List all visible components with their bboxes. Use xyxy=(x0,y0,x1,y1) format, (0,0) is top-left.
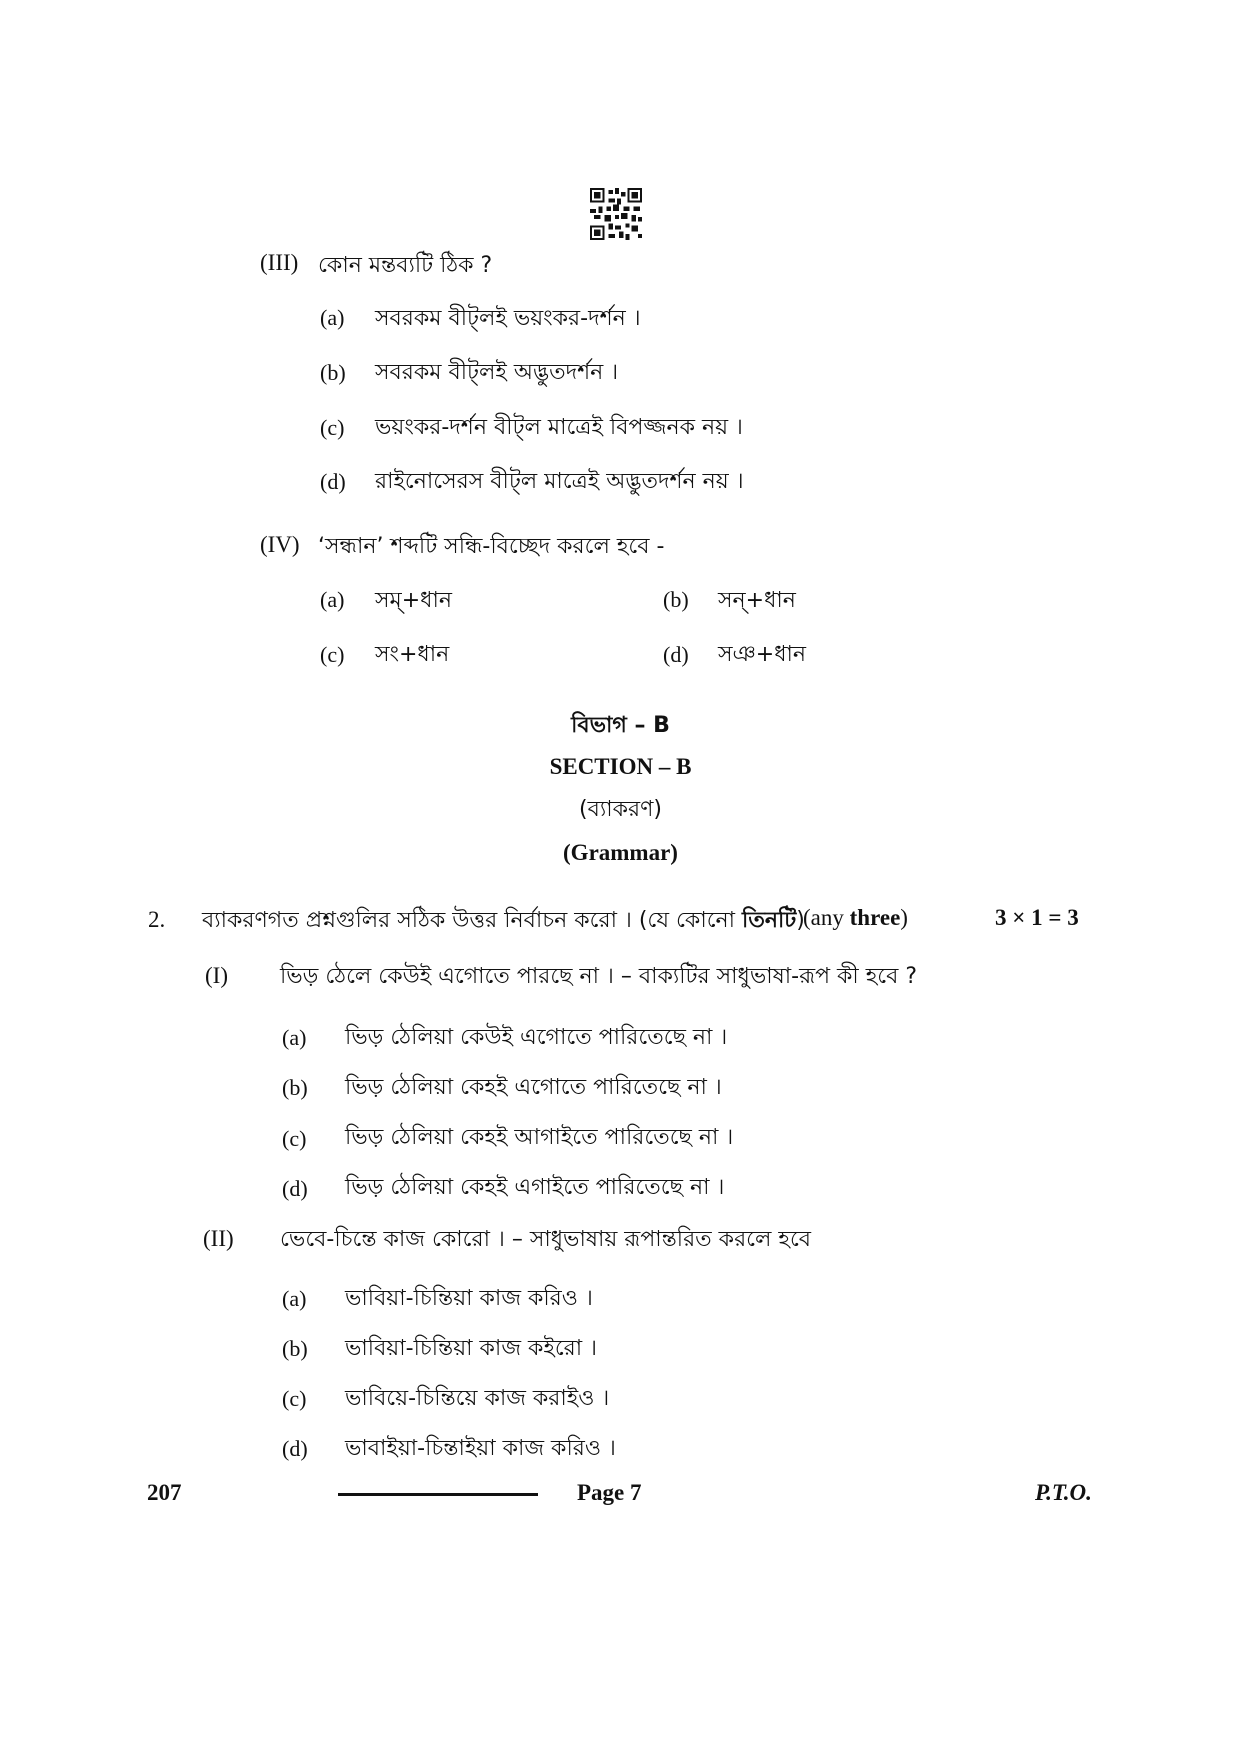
option-label: (b) xyxy=(320,360,346,385)
any-text: (any xyxy=(803,905,850,930)
option-label: (d) xyxy=(320,469,346,494)
instruction-text: ব্যাকরণগত প্রশ্নগুলির সঠিক উত্তর নির্বাচন করো । (যে কোনো xyxy=(202,908,743,933)
option-label: (a) xyxy=(282,1025,307,1050)
sub-question-i-label: (I) xyxy=(205,963,228,988)
option-text: সবরকম বীট্‌লই ভয়ংকর-দর্শন । xyxy=(375,306,641,331)
any-bold: three xyxy=(849,905,901,930)
option-text: সঞ+ধান xyxy=(718,642,807,667)
marks: 3 × 1 = 3 xyxy=(995,905,1079,930)
any-close: ) xyxy=(900,905,908,930)
option-label: (c) xyxy=(320,415,345,440)
option-label: (d) xyxy=(282,1176,308,1201)
question-iii-text: কোন মন্তব্যটি ঠিক ? xyxy=(318,253,493,278)
sub-question-ii-label: (II) xyxy=(203,1226,234,1251)
option-text: সবরকম বীট্‌লই অদ্ভুতদর্শন । xyxy=(375,360,619,385)
option-text: ভিড় ঠেলিয়া কেহই আগাইতে পারিতেছে না । xyxy=(345,1125,734,1150)
option-text: ভাবিয়া-চিন্তিয়া কাজ করিও । xyxy=(345,1286,593,1311)
any-three-note xyxy=(803,905,908,931)
instruction-bold: তিনটি xyxy=(742,908,797,933)
option-label: (a) xyxy=(282,1286,307,1311)
section-title-bengali: বিভাগ – B xyxy=(571,713,670,738)
option-label: (d) xyxy=(663,642,689,667)
option-label: (c) xyxy=(282,1126,307,1151)
pto-label: P.T.O. xyxy=(1035,1480,1092,1505)
option-text: সং+ধান xyxy=(375,642,450,667)
option-label: (d) xyxy=(282,1436,308,1461)
paper-code: 207 xyxy=(147,1480,182,1505)
question-number: 2. xyxy=(148,907,166,932)
option-text: ভিড় ঠেলিয়া কেউই এগোতে পারিতেছে না । xyxy=(345,1025,728,1050)
option-label: (a) xyxy=(320,305,345,330)
option-label: (c) xyxy=(320,642,345,667)
option-label: (b) xyxy=(282,1336,308,1361)
option-text: সম্‌+ধান xyxy=(375,588,453,613)
option-text: ভাবিয়ে-চিন্তিয়ে কাজ করাইও । xyxy=(345,1386,610,1411)
section-subtitle-bengali: (ব্যাকরণ) xyxy=(579,797,662,822)
option-text: ভাবাইয়া-চিন্তাইয়া কাজ করিও । xyxy=(345,1436,616,1461)
option-text: রাইনোসেরস বীট্‌ল মাত্রেই অদ্ভুতদর্শন নয় । xyxy=(375,469,744,494)
section-title-english: SECTION – B xyxy=(549,754,692,779)
question-instruction xyxy=(202,903,805,940)
option-label: (b) xyxy=(282,1075,308,1100)
option-label: (c) xyxy=(282,1386,307,1411)
sub-question-i-text: ভিড় ঠেলে কেউই এগোতে পারছে না । – বাক্যটির সাধুভাষা-রূপ কী হবে ? xyxy=(280,964,918,989)
option-text: ভিড় ঠেলিয়া কেহই এগোতে পারিতেছে না । xyxy=(345,1075,722,1100)
question-iii-label: (III) xyxy=(260,250,299,275)
option-label: (b) xyxy=(663,587,689,612)
footer-rule xyxy=(338,1493,538,1496)
option-text: ভাবিয়া-চিন্তিয়া কাজ কইরো । xyxy=(345,1336,598,1361)
question-iv-label: (IV) xyxy=(260,532,300,557)
section-subtitle-english: (Grammar) xyxy=(563,840,678,865)
question-iv-text: ‘সন্ধান’ শব্দটি সন্ধি-বিচ্ছেদ করলে হবে - xyxy=(318,534,665,559)
option-label: (a) xyxy=(320,587,345,612)
page-number: Page 7 xyxy=(577,1480,642,1505)
option-text: ভয়ংকর-দর্শন বীট্‌ল মাত্রেই বিপজ্জনক নয় । xyxy=(375,415,743,440)
qr-code-icon xyxy=(590,188,642,240)
instruction-close: ) xyxy=(796,908,805,933)
option-text: ভিড় ঠেলিয়া কেহই এগাইতে পারিতেছে না । xyxy=(345,1175,725,1200)
sub-question-ii-text: ভেবে-চিন্তে কাজ কোরো । – সাধুভাষায় রূপান্তরিত করলে হবে xyxy=(280,1227,812,1252)
option-text: সন্‌+ধান xyxy=(718,588,796,613)
